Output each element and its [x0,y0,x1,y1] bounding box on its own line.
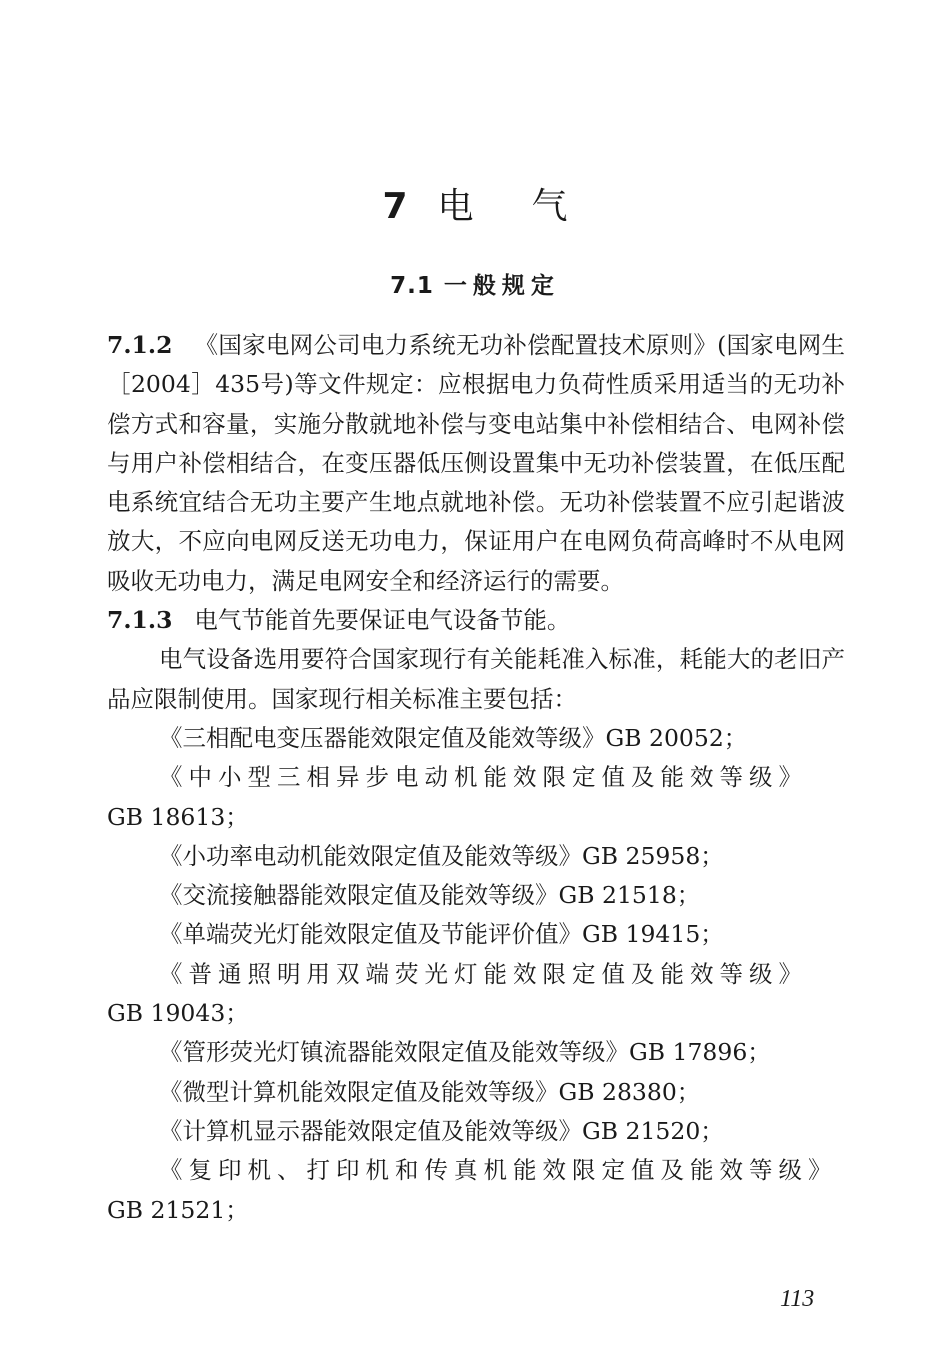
standard-item-code-line [107,994,845,1033]
standard-item [107,1112,845,1151]
clause-number: 7.1.3 [107,606,173,635]
standard-title: 《中小型三相异步电动机能效限定值及能效等级》 [159,763,808,792]
standard-code: GB 19043； [107,999,249,1028]
standard-title: 《普通照明用双端荧光灯能效限定值及能效等级》 [159,959,808,988]
chapter-title-char-2: 气 [531,186,568,227]
standard-title: 《单端荧光灯能效限定值及节能评价值》 [159,920,582,949]
standard-title: 《三相配电变压器能效限定值及能效等级》 [159,723,606,752]
chapter-title [0,184,950,230]
standard-code: GB 21521； [107,1195,249,1224]
standard-title: 《计算机显示器能效限定值及能效等级》 [159,1116,582,1145]
standard-title: 《复印机、打印机和传真机能效限定值及能效等级》 [159,1156,838,1185]
standard-item [107,837,845,876]
clause-7-1-3-paragraph: 电气设备选用要符合国家现行有关能耗准入标准，耗能大的老旧产品应限制使用。国家现行相关标准主要包括： [107,645,845,713]
page-body [107,326,845,1230]
standard-item [107,876,845,915]
section-title-text: 一般规定 [443,273,560,299]
standard-title: 《小功率电动机能效限定值及能效等级》 [159,841,582,870]
clause-text: 电气节能首先要保证电气设备节能。 [194,606,571,635]
section-title [0,270,950,302]
standard-item [107,1151,845,1190]
chapter-number: 7 [382,186,408,227]
standard-title: 《交流接触器能效限定值及能效等级》 [159,881,559,910]
standard-item [107,719,845,758]
clause-7-1-3 [107,601,845,640]
chapter-title-char-1: 电 [437,186,474,227]
standard-item-code-line [107,1191,845,1230]
standard-code: GB 17896； [629,1038,771,1067]
standard-code: GB 25958； [582,841,724,870]
standard-item [107,915,845,954]
standard-code: GB 19415； [582,920,724,949]
clause-7-1-2 [107,326,845,601]
standard-code: GB 21518； [558,881,701,910]
standard-title: 《管形荧光灯镇流器能效限定值及能效等级》 [159,1038,629,1067]
standard-code: GB 28380； [558,1077,701,1106]
standard-code: GB 20052； [605,723,748,752]
clause-text: 《国家电网公司电力系统无功补偿配置技术原则》(国家电网生［2004］435号)等文件规定：应根据电力负荷性质采用适当的无功补偿方式和容量，实施分散就地补偿与变电站集中补偿相结合、电网补偿与用户补偿相结合，在变压器低压侧设置集中无功补偿装置，在低压配电系统宜结合无功主要产生地点就地补偿。无功补偿装置不应引起谐波放大，不应向电网反送无功电力，保证用户在电网负荷高峰时不从电网吸收无功电力，满足电网安全和经济运行的需要。 [107,331,845,595]
standard-item [107,758,845,797]
page-number: 113 [780,1286,815,1312]
clause-number: 7.1.2 [107,331,173,359]
standard-item-code-line [107,798,845,837]
section-number: 7.1 [390,273,434,299]
standard-code: GB 21520； [582,1116,724,1145]
standard-title: 《微型计算机能效限定值及能效等级》 [159,1077,559,1106]
standard-item [107,1073,845,1112]
standard-item [107,955,845,994]
standard-item [107,1033,845,1072]
standard-code: GB 18613； [107,802,249,831]
